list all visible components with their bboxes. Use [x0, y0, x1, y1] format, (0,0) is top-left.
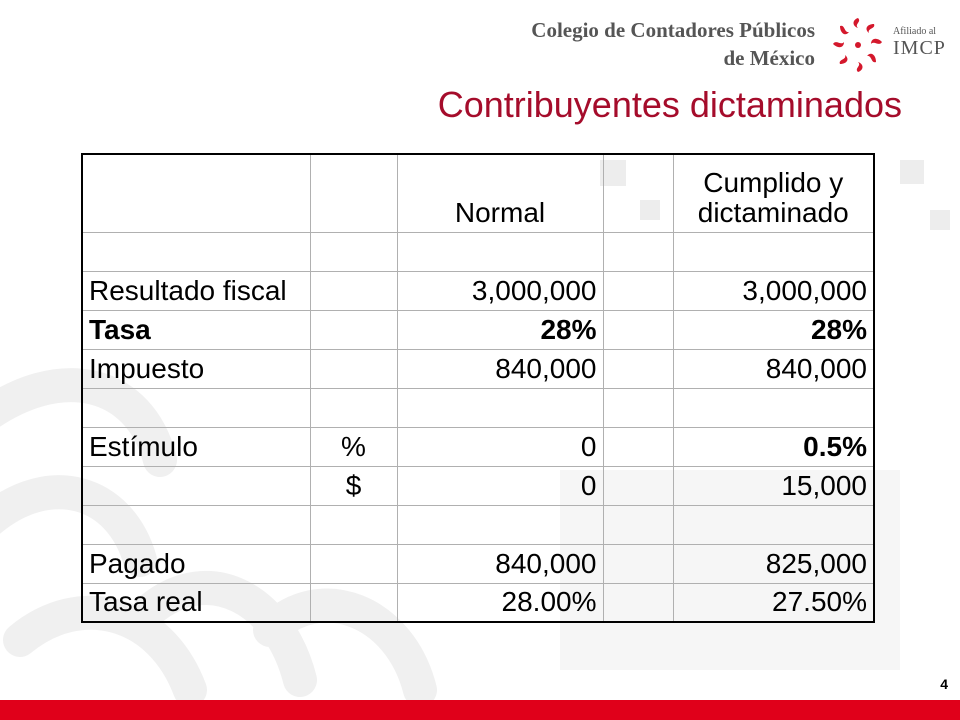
page-number: 4 [940, 676, 948, 692]
table-row [82, 583, 874, 622]
header-cell-empty [82, 154, 310, 232]
header-dictaminado [673, 154, 874, 232]
row-label [82, 232, 310, 271]
row-unit [310, 388, 397, 427]
row-spacer [603, 466, 673, 505]
row-spacer [603, 349, 673, 388]
row-label: Tasa real [82, 583, 310, 622]
row-dictaminado: 840,000 [673, 349, 874, 388]
row-unit [310, 349, 397, 388]
row-label: Estímulo [82, 427, 310, 466]
slide-title: Contribuyentes dictaminados [437, 84, 902, 125]
tax-comparison-table [81, 153, 875, 623]
row-spacer [603, 427, 673, 466]
row-dictaminado: 825,000 [673, 544, 874, 583]
organization-name [531, 16, 815, 72]
affiliation [893, 26, 946, 59]
row-unit [310, 310, 397, 349]
row-spacer [603, 310, 673, 349]
row-label [82, 505, 310, 544]
row-unit [310, 583, 397, 622]
row-unit [310, 232, 397, 271]
row-spacer [603, 232, 673, 271]
row-label: Pagado [82, 544, 310, 583]
header-cell-empty [603, 154, 673, 232]
header-dictaminado-line2: dictaminado [697, 196, 849, 228]
table-row [82, 271, 874, 310]
header-dictaminado-line1: Cumplido y [703, 166, 844, 198]
org-name-line1: Colegio de Contadores Públicos [531, 18, 815, 42]
row-dictaminado: 3,000,000 [673, 271, 874, 310]
row-dictaminado [673, 505, 874, 544]
row-spacer [603, 388, 673, 427]
row-normal: 840,000 [397, 349, 603, 388]
footer-bar [0, 700, 960, 720]
table-row [82, 505, 874, 544]
row-spacer [603, 544, 673, 583]
row-normal: 28.00% [397, 583, 603, 622]
affiliation-name: IMCP [893, 37, 946, 59]
row-label: Impuesto [82, 349, 310, 388]
row-label: Resultado fiscal [82, 271, 310, 310]
row-normal [397, 505, 603, 544]
row-unit [310, 271, 397, 310]
affiliation-label: Afiliado al [893, 26, 937, 37]
table-header-row [82, 154, 874, 232]
row-spacer [603, 583, 673, 622]
row-spacer [603, 271, 673, 310]
row-dictaminado [673, 388, 874, 427]
row-dictaminado: 15,000 [673, 466, 874, 505]
row-normal: 0 [397, 427, 603, 466]
row-normal: 28% [397, 310, 603, 349]
row-unit [310, 544, 397, 583]
row-spacer [603, 505, 673, 544]
org-name-line2: de México [723, 46, 815, 70]
row-dictaminado: 27.50% [673, 583, 874, 622]
row-normal [397, 388, 603, 427]
table-row [82, 349, 874, 388]
ccpm-logo-icon [830, 14, 886, 76]
row-normal: 3,000,000 [397, 271, 603, 310]
table-row [82, 388, 874, 427]
table-row [82, 544, 874, 583]
row-unit: $ [310, 466, 397, 505]
row-normal: 840,000 [397, 544, 603, 583]
table-row [82, 310, 874, 349]
row-normal: 0 [397, 466, 603, 505]
row-label: Tasa [82, 310, 310, 349]
row-label [82, 466, 310, 505]
header-cell-empty [310, 154, 397, 232]
row-dictaminado: 0.5% [673, 427, 874, 466]
row-unit [310, 505, 397, 544]
header-normal: Normal [397, 154, 603, 232]
row-dictaminado [673, 232, 874, 271]
table-row [82, 427, 874, 466]
row-unit: % [310, 427, 397, 466]
table-row [82, 466, 874, 505]
row-dictaminado: 28% [673, 310, 874, 349]
table-row [82, 232, 874, 271]
row-label [82, 388, 310, 427]
row-normal [397, 232, 603, 271]
